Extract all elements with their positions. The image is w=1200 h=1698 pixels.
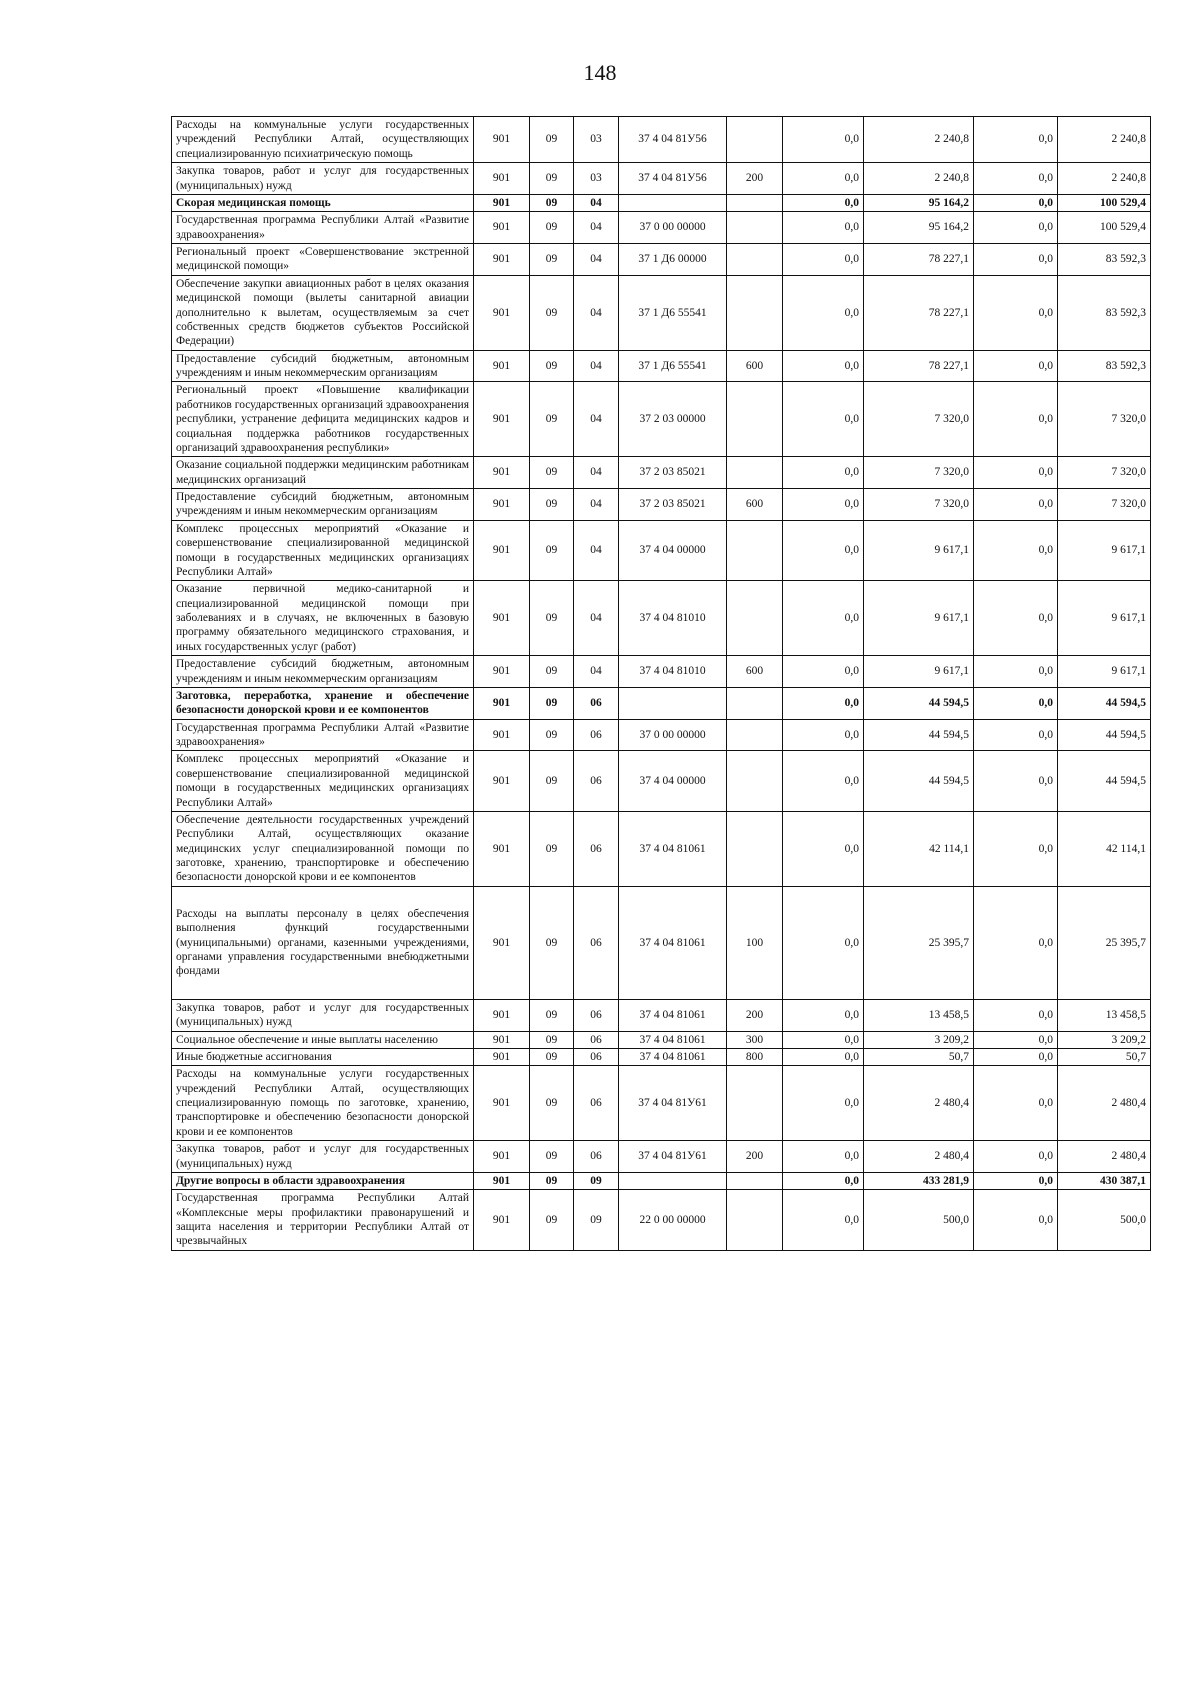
row-value3-cell: 0,0 (974, 212, 1058, 244)
row-csr-cell: 37 4 04 81061 (619, 1048, 727, 1065)
table-row (172, 163, 1151, 195)
row-name-cell: Предоставление субсидий бюджетным, автономным учреждениям и иным некоммерческим организациям (172, 656, 474, 688)
row-rz-cell: 09 (530, 751, 574, 812)
row-vr-cell (727, 719, 783, 751)
row-value4-cell: 2 480,4 (1058, 1066, 1151, 1141)
row-value3-cell: 0,0 (974, 275, 1058, 350)
row-name-cell: Закупка товаров, работ и услуг для государственных (муниципальных) нужд (172, 163, 474, 195)
row-gr-cell: 901 (474, 244, 530, 276)
row-name-cell: Комплекс процессных мероприятий «Оказание и совершенствование специализированной медицинской помощи в государственных медицинских организациях Республики Алтай» (172, 751, 474, 812)
row-value3-cell: 0,0 (974, 1190, 1058, 1251)
row-value2-cell: 78 227,1 (864, 275, 974, 350)
row-value2-cell: 42 114,1 (864, 811, 974, 886)
row-value2-cell: 95 164,2 (864, 194, 974, 211)
row-gr-cell: 901 (474, 1031, 530, 1048)
table-row (172, 1141, 1151, 1173)
row-vr-cell (727, 275, 783, 350)
row-rz-cell: 09 (530, 581, 574, 656)
row-vr-cell: 600 (727, 350, 783, 382)
row-value2-cell: 500,0 (864, 1190, 974, 1251)
row-vr-cell (727, 244, 783, 276)
row-value3-cell: 0,0 (974, 457, 1058, 489)
row-pr-cell: 06 (574, 1031, 619, 1048)
row-value4-cell: 9 617,1 (1058, 520, 1151, 581)
row-value4-cell: 25 395,7 (1058, 886, 1151, 999)
row-value3-cell: 0,0 (974, 489, 1058, 521)
row-vr-cell (727, 212, 783, 244)
row-rz-cell: 09 (530, 811, 574, 886)
row-value2-cell: 7 320,0 (864, 489, 974, 521)
table-row (172, 350, 1151, 382)
row-gr-cell: 901 (474, 656, 530, 688)
row-gr-cell: 901 (474, 520, 530, 581)
row-value3-cell: 0,0 (974, 1066, 1058, 1141)
row-pr-cell: 04 (574, 275, 619, 350)
row-value4-cell: 100 529,4 (1058, 194, 1151, 211)
row-pr-cell: 04 (574, 656, 619, 688)
row-rz-cell: 09 (530, 886, 574, 999)
row-csr-cell: 37 4 04 81У61 (619, 1066, 727, 1141)
row-value3-cell: 0,0 (974, 163, 1058, 195)
table-row (172, 520, 1151, 581)
row-pr-cell: 09 (574, 1190, 619, 1251)
row-value4-cell: 7 320,0 (1058, 382, 1151, 457)
row-csr-cell: 37 1 Д6 55541 (619, 275, 727, 350)
row-value4-cell: 2 240,8 (1058, 163, 1151, 195)
row-vr-cell (727, 457, 783, 489)
row-pr-cell: 06 (574, 1066, 619, 1141)
row-pr-cell: 06 (574, 999, 619, 1031)
row-value1-cell: 0,0 (783, 656, 864, 688)
row-name-cell: Закупка товаров, работ и услуг для государственных (муниципальных) нужд (172, 1141, 474, 1173)
row-vr-cell (727, 811, 783, 886)
row-value3-cell: 0,0 (974, 1141, 1058, 1173)
row-rz-cell: 09 (530, 687, 574, 719)
row-vr-cell: 600 (727, 656, 783, 688)
table-row (172, 1048, 1151, 1065)
row-csr-cell: 37 0 00 00000 (619, 212, 727, 244)
row-value3-cell: 0,0 (974, 719, 1058, 751)
row-value3-cell: 0,0 (974, 687, 1058, 719)
row-value1-cell: 0,0 (783, 382, 864, 457)
row-name-cell: Обеспечение закупки авиационных работ в целях оказания медицинской помощи (вылеты санитарной авиации дополнительно к вылетам, осуществляемым за счет собственных средств бюджетов субъектов Российской Федерации) (172, 275, 474, 350)
row-value3-cell: 0,0 (974, 751, 1058, 812)
row-value3-cell: 0,0 (974, 350, 1058, 382)
row-rz-cell: 09 (530, 1048, 574, 1065)
row-vr-cell (727, 687, 783, 719)
row-pr-cell: 04 (574, 520, 619, 581)
row-gr-cell: 901 (474, 275, 530, 350)
row-pr-cell: 04 (574, 244, 619, 276)
row-pr-cell: 06 (574, 886, 619, 999)
row-pr-cell: 06 (574, 687, 619, 719)
row-vr-cell (727, 1066, 783, 1141)
row-value4-cell: 2 240,8 (1058, 117, 1151, 163)
row-pr-cell: 06 (574, 751, 619, 812)
row-value2-cell: 7 320,0 (864, 457, 974, 489)
row-value4-cell: 430 387,1 (1058, 1172, 1151, 1189)
row-gr-cell: 901 (474, 350, 530, 382)
row-csr-cell: 37 4 04 81У56 (619, 163, 727, 195)
row-name-cell: Расходы на выплаты персоналу в целях обеспечения выполнения функций государственными (муниципальными) органами, казенными учреждениями, органами управления государственными внебюджетными фондами (172, 886, 474, 999)
row-value2-cell: 44 594,5 (864, 751, 974, 812)
budget-table (171, 116, 1151, 1251)
table-row (172, 719, 1151, 751)
row-rz-cell: 09 (530, 999, 574, 1031)
row-csr-cell: 37 4 04 81У56 (619, 117, 727, 163)
row-vr-cell (727, 117, 783, 163)
row-pr-cell: 09 (574, 1172, 619, 1189)
table-row (172, 212, 1151, 244)
row-value3-cell: 0,0 (974, 194, 1058, 211)
row-value3-cell: 0,0 (974, 1048, 1058, 1065)
row-value3-cell: 0,0 (974, 811, 1058, 886)
row-name-cell: Другие вопросы в области здравоохранения (172, 1172, 474, 1189)
row-name-cell: Предоставление субсидий бюджетным, автономным учреждениям и иным некоммерческим организациям (172, 350, 474, 382)
row-rz-cell: 09 (530, 1066, 574, 1141)
row-value1-cell: 0,0 (783, 212, 864, 244)
row-rz-cell: 09 (530, 1141, 574, 1173)
row-gr-cell: 901 (474, 489, 530, 521)
row-value1-cell: 0,0 (783, 886, 864, 999)
row-value1-cell: 0,0 (783, 1031, 864, 1048)
row-csr-cell: 37 4 04 00000 (619, 751, 727, 812)
table-row (172, 489, 1151, 521)
table-row (172, 382, 1151, 457)
row-value1-cell: 0,0 (783, 1172, 864, 1189)
row-vr-cell: 100 (727, 886, 783, 999)
row-gr-cell: 901 (474, 117, 530, 163)
row-value4-cell: 9 617,1 (1058, 656, 1151, 688)
table-row (172, 1190, 1151, 1251)
row-value4-cell: 83 592,3 (1058, 275, 1151, 350)
row-value2-cell: 44 594,5 (864, 687, 974, 719)
row-value1-cell: 0,0 (783, 117, 864, 163)
row-csr-cell (619, 687, 727, 719)
row-value4-cell: 44 594,5 (1058, 751, 1151, 812)
row-csr-cell: 37 0 00 00000 (619, 719, 727, 751)
row-vr-cell (727, 1190, 783, 1251)
row-pr-cell: 04 (574, 350, 619, 382)
row-vr-cell: 600 (727, 489, 783, 521)
row-gr-cell: 901 (474, 212, 530, 244)
row-vr-cell: 300 (727, 1031, 783, 1048)
row-gr-cell: 901 (474, 1066, 530, 1141)
row-value3-cell: 0,0 (974, 117, 1058, 163)
row-csr-cell: 37 2 03 85021 (619, 457, 727, 489)
row-value2-cell: 3 209,2 (864, 1031, 974, 1048)
row-gr-cell: 901 (474, 886, 530, 999)
row-name-cell: Государственная программа Республики Алтай «Комплексные меры профилактики правонарушений и защита населения и территории Республики Алтай от чрезвычайных (172, 1190, 474, 1251)
row-name-cell: Региональный проект «Совершенствование экстренной медицинской помощи» (172, 244, 474, 276)
row-value3-cell: 0,0 (974, 382, 1058, 457)
row-value2-cell: 13 458,5 (864, 999, 974, 1031)
row-csr-cell: 37 4 04 81010 (619, 581, 727, 656)
row-vr-cell: 200 (727, 999, 783, 1031)
row-value3-cell: 0,0 (974, 520, 1058, 581)
row-pr-cell: 03 (574, 117, 619, 163)
row-name-cell: Закупка товаров, работ и услуг для государственных (муниципальных) нужд (172, 999, 474, 1031)
row-csr-cell: 37 4 04 81061 (619, 1031, 727, 1048)
table-row (172, 275, 1151, 350)
row-value4-cell: 44 594,5 (1058, 687, 1151, 719)
row-value4-cell: 42 114,1 (1058, 811, 1151, 886)
row-value1-cell: 0,0 (783, 350, 864, 382)
row-pr-cell: 04 (574, 212, 619, 244)
row-value3-cell: 0,0 (974, 1031, 1058, 1048)
row-name-cell: Региональный проект «Повышение квалификации работников государственных организаций здравоохранения республики, устранение дефицита медицинских кадров и социальная поддержка работников государственных организаций здравоохранения республики» (172, 382, 474, 457)
row-gr-cell: 901 (474, 1141, 530, 1173)
row-pr-cell: 04 (574, 457, 619, 489)
row-csr-cell: 37 2 03 00000 (619, 382, 727, 457)
row-value1-cell: 0,0 (783, 275, 864, 350)
row-vr-cell (727, 382, 783, 457)
row-value2-cell: 78 227,1 (864, 244, 974, 276)
row-value2-cell: 9 617,1 (864, 520, 974, 581)
row-vr-cell: 200 (727, 1141, 783, 1173)
row-pr-cell: 04 (574, 382, 619, 457)
row-vr-cell (727, 1172, 783, 1189)
row-name-cell: Заготовка, переработка, хранение и обеспечение безопасности донорской крови и ее компонентов (172, 687, 474, 719)
row-value2-cell: 2 240,8 (864, 163, 974, 195)
table-row (172, 999, 1151, 1031)
table-row (172, 751, 1151, 812)
row-name-cell: Расходы на коммунальные услуги государственных учреждений Республики Алтай, осуществляющих специализированную помощь по заготовке, хранению, транспортировке и обеспечению безопасности донорской крови и ее компонентов (172, 1066, 474, 1141)
row-value2-cell: 433 281,9 (864, 1172, 974, 1189)
row-pr-cell: 03 (574, 163, 619, 195)
row-value1-cell: 0,0 (783, 194, 864, 211)
row-vr-cell (727, 520, 783, 581)
row-name-cell: Обеспечение деятельности государственных учреждений Республики Алтай, осуществляющих оказание медицинских услуг специализированной помощи по заготовке, хранению, транспортировке и обеспечению безопасности донорской крови и ее компонентов (172, 811, 474, 886)
row-csr-cell: 37 4 04 00000 (619, 520, 727, 581)
row-gr-cell: 901 (474, 999, 530, 1031)
table-row (172, 581, 1151, 656)
row-value2-cell: 44 594,5 (864, 719, 974, 751)
row-value1-cell: 0,0 (783, 1066, 864, 1141)
row-value3-cell: 0,0 (974, 656, 1058, 688)
row-csr-cell: 37 4 04 81У61 (619, 1141, 727, 1173)
row-gr-cell: 901 (474, 687, 530, 719)
row-csr-cell (619, 194, 727, 211)
row-value4-cell: 13 458,5 (1058, 999, 1151, 1031)
row-pr-cell: 06 (574, 811, 619, 886)
row-value1-cell: 0,0 (783, 687, 864, 719)
row-pr-cell: 06 (574, 1141, 619, 1173)
table-row (172, 457, 1151, 489)
row-value1-cell: 0,0 (783, 163, 864, 195)
row-gr-cell: 901 (474, 457, 530, 489)
row-name-cell: Комплекс процессных мероприятий «Оказание и совершенствование специализированной медицинской помощи в государственных медицинских организациях Республики Алтай» (172, 520, 474, 581)
row-value2-cell: 9 617,1 (864, 656, 974, 688)
row-gr-cell: 901 (474, 751, 530, 812)
page-number: 148 (583, 60, 617, 85)
row-value3-cell: 0,0 (974, 1172, 1058, 1189)
row-value3-cell: 0,0 (974, 886, 1058, 999)
row-pr-cell: 04 (574, 489, 619, 521)
row-value1-cell: 0,0 (783, 751, 864, 812)
row-value1-cell: 0,0 (783, 811, 864, 886)
row-value4-cell: 100 529,4 (1058, 212, 1151, 244)
table-row (172, 811, 1151, 886)
row-value4-cell: 3 209,2 (1058, 1031, 1151, 1048)
row-value4-cell: 83 592,3 (1058, 244, 1151, 276)
row-value4-cell: 500,0 (1058, 1190, 1151, 1251)
table-row (172, 656, 1151, 688)
row-pr-cell: 04 (574, 581, 619, 656)
row-value1-cell: 0,0 (783, 244, 864, 276)
row-rz-cell: 09 (530, 489, 574, 521)
row-value3-cell: 0,0 (974, 581, 1058, 656)
row-rz-cell: 09 (530, 457, 574, 489)
row-rz-cell: 09 (530, 719, 574, 751)
row-value3-cell: 0,0 (974, 244, 1058, 276)
row-vr-cell (727, 194, 783, 211)
row-name-cell: Оказание социальной поддержки медицинским работникам медицинских организаций (172, 457, 474, 489)
row-rz-cell: 09 (530, 656, 574, 688)
row-value4-cell: 50,7 (1058, 1048, 1151, 1065)
table-row (172, 1172, 1151, 1189)
row-name-cell: Государственная программа Республики Алтай «Развитие здравоохранения» (172, 719, 474, 751)
row-value1-cell: 0,0 (783, 1190, 864, 1251)
row-value2-cell: 2 240,8 (864, 117, 974, 163)
row-value2-cell: 25 395,7 (864, 886, 974, 999)
row-name-cell: Социальное обеспечение и иные выплаты населению (172, 1031, 474, 1048)
row-pr-cell: 06 (574, 719, 619, 751)
row-name-cell: Предоставление субсидий бюджетным, автономным учреждениям и иным некоммерческим организациям (172, 489, 474, 521)
row-pr-cell: 06 (574, 1048, 619, 1065)
row-value4-cell: 2 480,4 (1058, 1141, 1151, 1173)
table-row (172, 1031, 1151, 1048)
row-csr-cell: 37 4 04 81061 (619, 999, 727, 1031)
row-rz-cell: 09 (530, 163, 574, 195)
row-gr-cell: 901 (474, 719, 530, 751)
row-value1-cell: 0,0 (783, 999, 864, 1031)
row-csr-cell: 37 1 Д6 00000 (619, 244, 727, 276)
row-rz-cell: 09 (530, 520, 574, 581)
row-vr-cell: 200 (727, 163, 783, 195)
row-rz-cell: 09 (530, 1172, 574, 1189)
row-vr-cell (727, 581, 783, 656)
row-value2-cell: 9 617,1 (864, 581, 974, 656)
table-row (172, 194, 1151, 211)
row-vr-cell (727, 751, 783, 812)
row-value4-cell: 7 320,0 (1058, 457, 1151, 489)
row-rz-cell: 09 (530, 275, 574, 350)
row-gr-cell: 901 (474, 581, 530, 656)
row-gr-cell: 901 (474, 811, 530, 886)
row-rz-cell: 09 (530, 1031, 574, 1048)
row-value2-cell: 2 480,4 (864, 1066, 974, 1141)
row-value1-cell: 0,0 (783, 520, 864, 581)
row-value3-cell: 0,0 (974, 999, 1058, 1031)
row-value2-cell: 50,7 (864, 1048, 974, 1065)
row-value4-cell: 44 594,5 (1058, 719, 1151, 751)
row-value4-cell: 7 320,0 (1058, 489, 1151, 521)
row-value1-cell: 0,0 (783, 581, 864, 656)
row-value1-cell: 0,0 (783, 489, 864, 521)
row-gr-cell: 901 (474, 163, 530, 195)
row-value2-cell: 95 164,2 (864, 212, 974, 244)
table-row (172, 1066, 1151, 1141)
row-rz-cell: 09 (530, 244, 574, 276)
row-value2-cell: 7 320,0 (864, 382, 974, 457)
row-csr-cell: 37 4 04 81061 (619, 886, 727, 999)
row-value4-cell: 83 592,3 (1058, 350, 1151, 382)
row-rz-cell: 09 (530, 350, 574, 382)
row-pr-cell: 04 (574, 194, 619, 211)
row-csr-cell: 37 1 Д6 55541 (619, 350, 727, 382)
row-rz-cell: 09 (530, 212, 574, 244)
table-row (172, 886, 1151, 999)
row-name-cell: Иные бюджетные ассигнования (172, 1048, 474, 1065)
row-name-cell: Расходы на коммунальные услуги государственных учреждений Республики Алтай, осуществляющих специализированную психиатрическую помощь (172, 117, 474, 163)
row-rz-cell: 09 (530, 382, 574, 457)
row-csr-cell (619, 1172, 727, 1189)
row-name-cell: Государственная программа Республики Алтай «Развитие здравоохранения» (172, 212, 474, 244)
row-name-cell: Скорая медицинская помощь (172, 194, 474, 211)
row-name-cell: Оказание первичной медико-санитарной и специализированной медицинской помощи при заболеваниях и в случаях, не включенных в базовую программу обязательного медицинского страхования, и иных государственных услуг (работ) (172, 581, 474, 656)
row-value4-cell: 9 617,1 (1058, 581, 1151, 656)
row-value1-cell: 0,0 (783, 719, 864, 751)
row-gr-cell: 901 (474, 1048, 530, 1065)
row-rz-cell: 09 (530, 1190, 574, 1251)
row-gr-cell: 901 (474, 1190, 530, 1251)
table-row (172, 244, 1151, 276)
row-gr-cell: 901 (474, 382, 530, 457)
row-csr-cell: 37 4 04 81010 (619, 656, 727, 688)
row-vr-cell: 800 (727, 1048, 783, 1065)
row-csr-cell: 37 2 03 85021 (619, 489, 727, 521)
row-value1-cell: 0,0 (783, 457, 864, 489)
row-rz-cell: 09 (530, 117, 574, 163)
row-value1-cell: 0,0 (783, 1048, 864, 1065)
row-rz-cell: 09 (530, 194, 574, 211)
row-gr-cell: 901 (474, 194, 530, 211)
row-value1-cell: 0,0 (783, 1141, 864, 1173)
row-value2-cell: 2 480,4 (864, 1141, 974, 1173)
row-value2-cell: 78 227,1 (864, 350, 974, 382)
table-row (172, 117, 1151, 163)
row-csr-cell: 22 0 00 00000 (619, 1190, 727, 1251)
row-gr-cell: 901 (474, 1172, 530, 1189)
row-csr-cell: 37 4 04 81061 (619, 811, 727, 886)
table-row (172, 687, 1151, 719)
